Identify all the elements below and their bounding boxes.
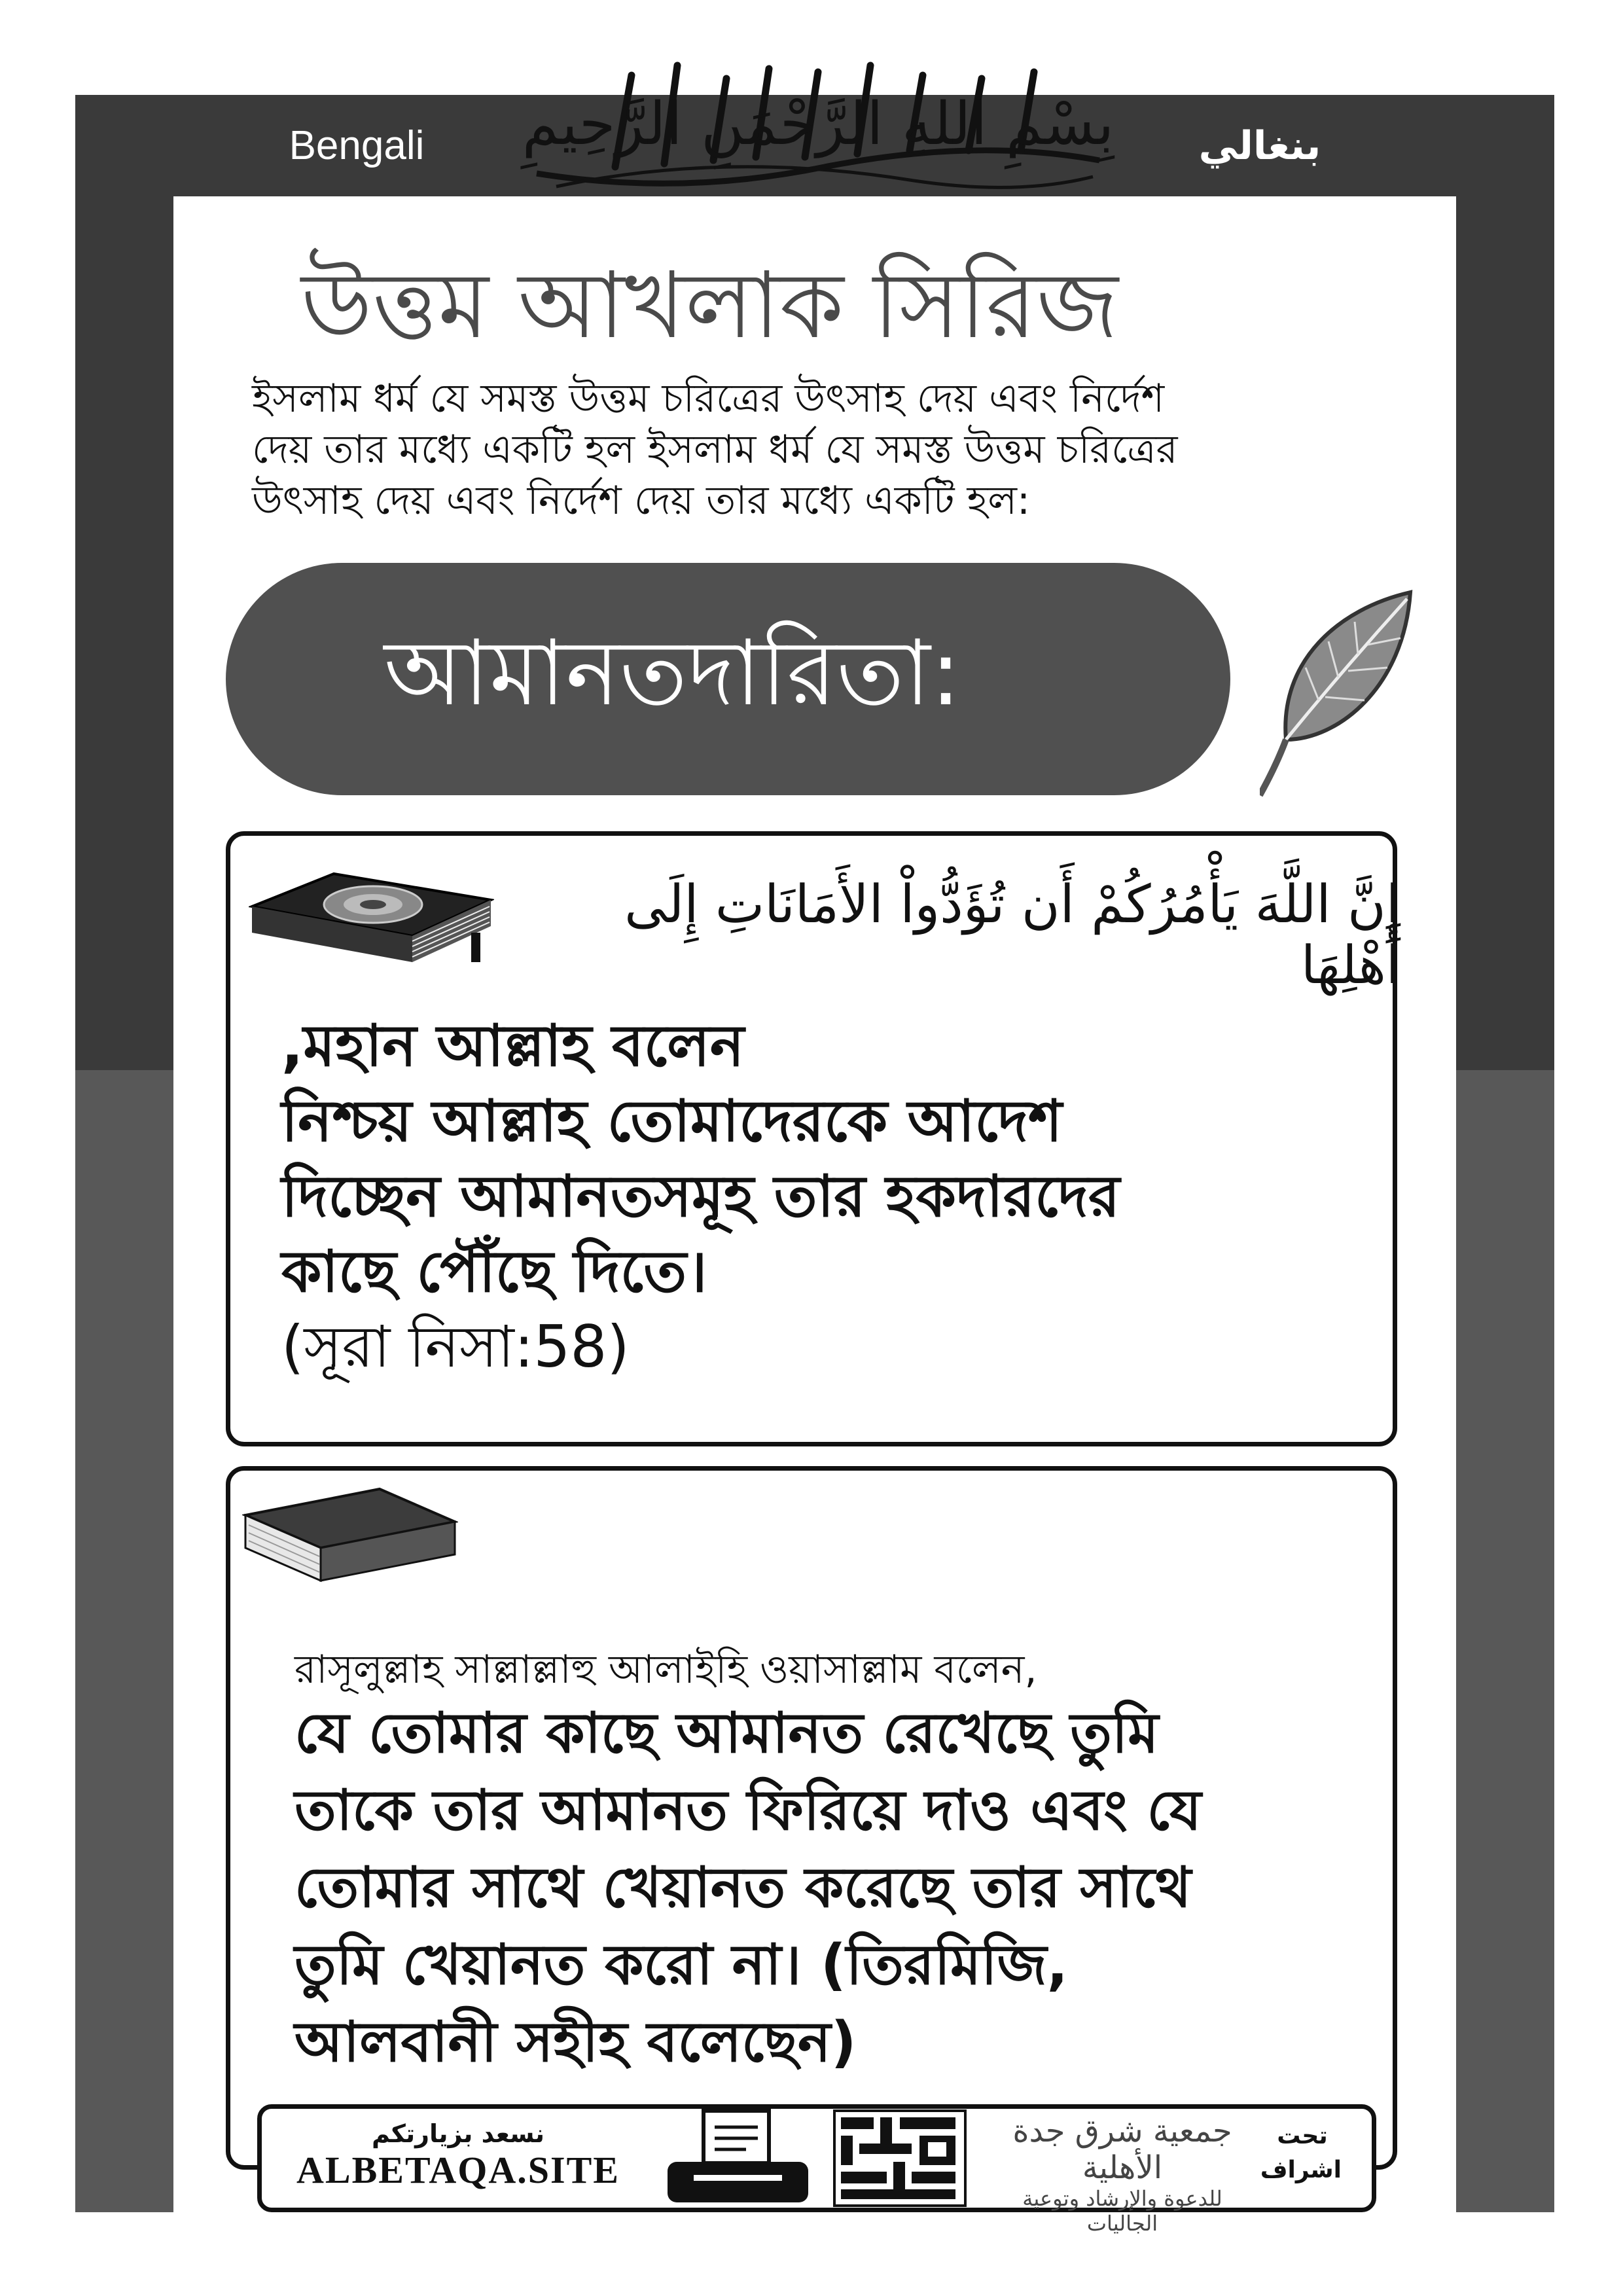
quran-translation [281, 1008, 1387, 1384]
hadith-text [294, 1695, 1368, 2081]
intro-paragraph [252, 373, 1404, 526]
basmala-calligraphy [517, 46, 1119, 203]
language-label-arabic: بنغالي [1198, 122, 1321, 169]
supervision-line: تحت [1277, 2123, 1328, 2149]
series-title: উত্তম আখলাক সিরিজ [301, 253, 1118, 359]
supervision-label [1260, 2119, 1342, 2187]
organization-logo [985, 2113, 1260, 2236]
leaf-icon [1260, 589, 1417, 798]
intro-line: উৎসাহ দেয় এবং নির্দেশ দেয় তার মধ্যে একটি হল: [252, 478, 1031, 524]
quran-book-icon [249, 870, 494, 965]
hadith-line: যে তোমার কাছে আমানত রেখেছে তুমি [294, 1701, 1159, 1766]
hadith-intro: রাসূলুল্লাহ সাল্লাল্লাহু আলাইহি ওয়াসাল্লাম বলেন, [294, 1647, 1037, 1693]
quran-reference: (সূরা নিসা:58) [281, 1313, 630, 1380]
organization-name: جمعية شرق جدة الأهلية [1012, 2113, 1232, 2186]
visit-text: نسعد بزيارتكم [371, 2119, 545, 2148]
quran-line: ,মহান আল্লাহ বলেন [281, 1012, 745, 1079]
supervision-line: اشراف [1260, 2157, 1342, 2183]
language-tab-arabic [1135, 95, 1384, 196]
hadith-book-icon [242, 1486, 458, 1584]
intro-line: দেয় তার মধ্যে একটি হল ইসলাম ধর্ম যে সমস্ত উত্তম চরিত্রের [252, 427, 1178, 473]
language-label-english: Bengali [289, 123, 425, 168]
intro-line: ইসলাম ধর্ম যে সমস্ত উত্তম চরিত্রের উৎসাহ দেয় এবং নির্দেশ [252, 376, 1165, 422]
hadith-line: তাকে তার আমানত ফিরিয়ে দাও এবং যে [294, 1778, 1202, 1843]
qr-logo-icon [831, 2104, 969, 2212]
organization-subtitle: للدعوة والإرشاد وتوعية الجاليات [1022, 2186, 1222, 2236]
hadith-line: তুমি খেয়ানত করো না। (তিরমিজি, [294, 1933, 1068, 1998]
quran-line: দিচ্ছেন আমানতসমূহ তার হকদারদের [281, 1162, 1120, 1230]
site-link[interactable]: ALBETAQA.SITE [296, 2149, 620, 2191]
quran-line: কাছে পৌঁছে দিতে। [281, 1238, 707, 1305]
topic-title: আমানতদারিতা: [383, 620, 961, 726]
hadith-line: তোমার সাথে খেয়ানত করেছে তার সাথে [294, 1856, 1192, 1920]
topic-banner [226, 563, 1230, 795]
quran-verse-arabic: إِنَّ اللَّهَ يَأْمُرُكُمْ أَن تُؤَدُّواْ الأَمَانَاتِ إِلَى أَهْلِهَا [624, 874, 1400, 996]
basmala-text: بِسْمِ اللهِ الرَّحْمَنِ الرَّحِيمِ [522, 90, 1115, 158]
site-block [288, 2119, 628, 2192]
hadith-line: আলবানী সহীহ বলেছেন) [294, 2010, 857, 2075]
printer-icon[interactable] [654, 2104, 821, 2212]
quran-line: নিশ্চয় আল্লাহ তোমাদেরকে আদেশ [281, 1087, 1063, 1155]
language-tab-english [213, 95, 501, 196]
